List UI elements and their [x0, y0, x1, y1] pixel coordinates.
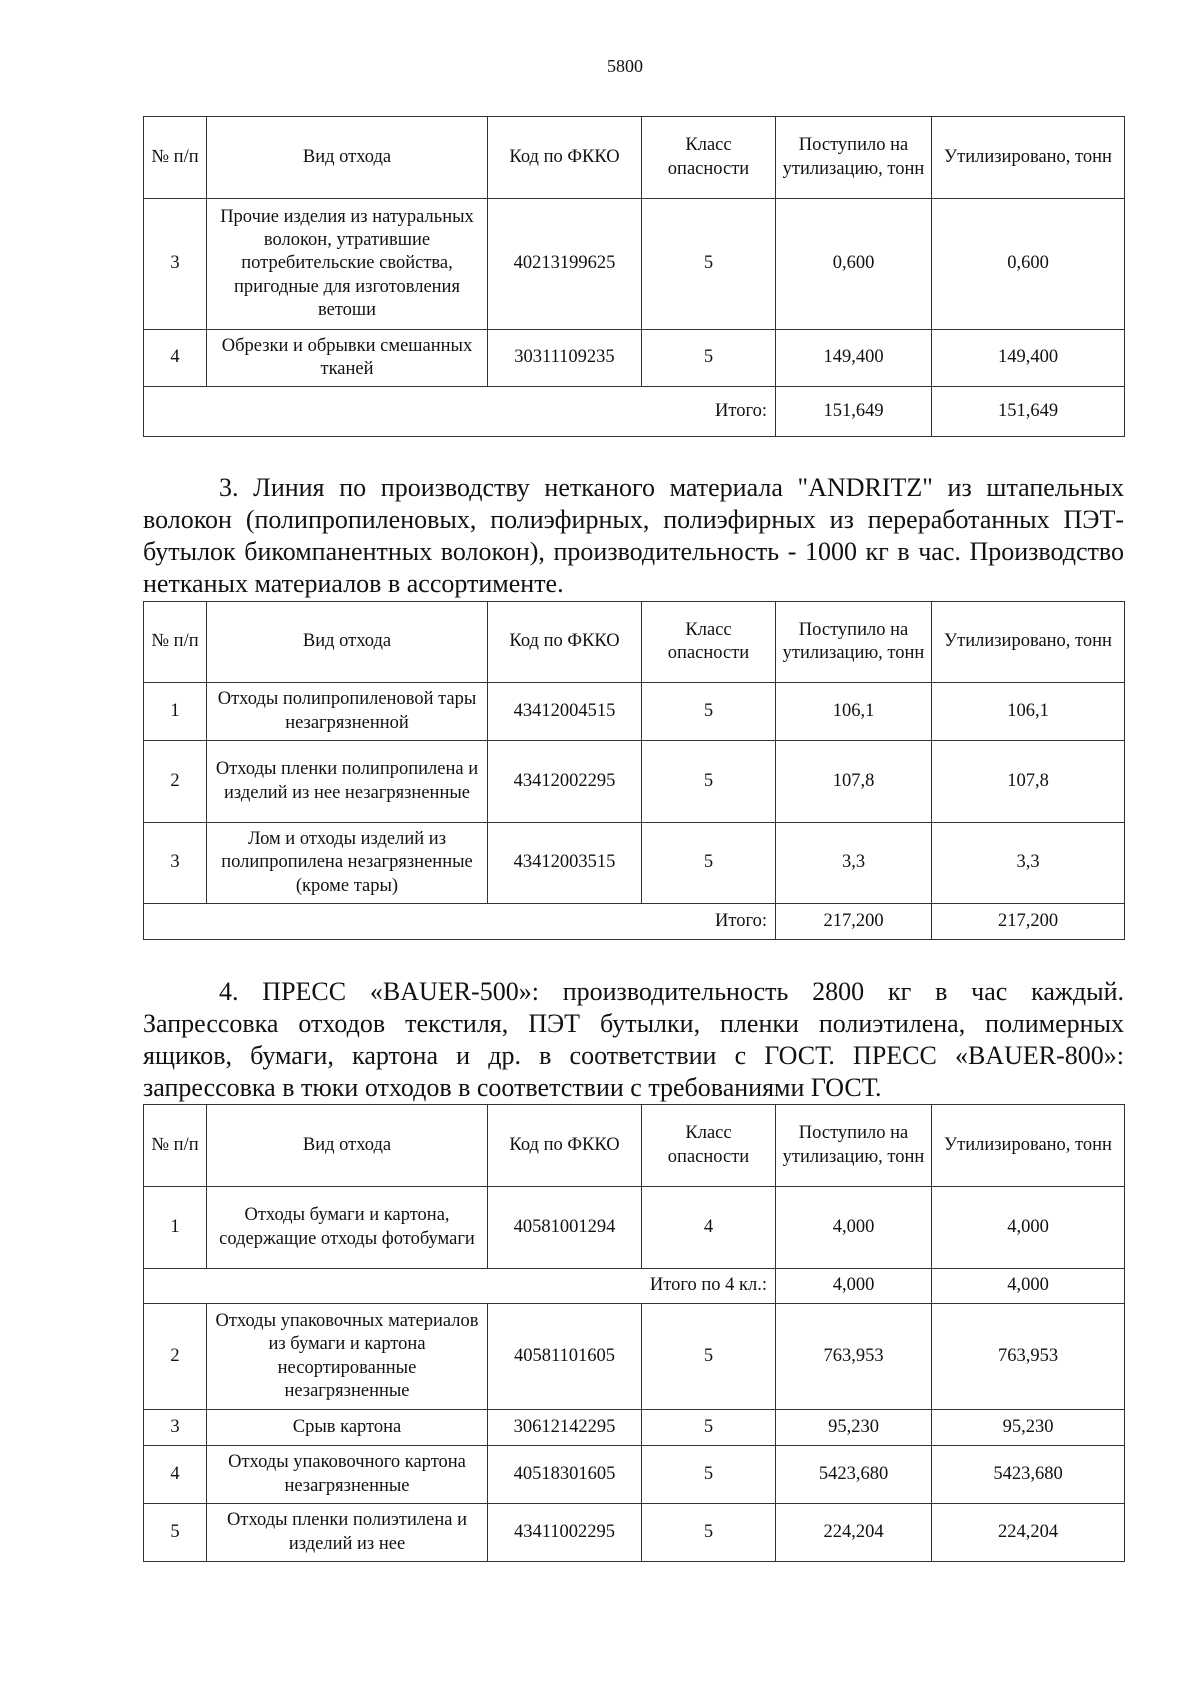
- cell-fkko-code: 43412004515: [488, 683, 642, 741]
- cell-number: 2: [144, 1304, 207, 1410]
- cell-utilized: 149,400: [932, 330, 1125, 387]
- cell-fkko-code: 43411002295: [488, 1504, 642, 1562]
- table-row: [144, 330, 1125, 387]
- cell-fkko-code: 40213199625: [488, 199, 642, 330]
- table-header-row: [144, 1105, 1125, 1187]
- col-header-waste-type: Вид отхода: [207, 602, 488, 683]
- table-row: [144, 1410, 1125, 1446]
- cell-waste-type: Отходы упаковочных материалов из бумаги и картона несортированные незагрязненные: [207, 1304, 488, 1410]
- total-label: Итого:: [144, 904, 776, 940]
- total-received: 217,200: [776, 904, 932, 940]
- cell-number: 1: [144, 1187, 207, 1269]
- table-row: [144, 1446, 1125, 1504]
- col-header-hazard-class: Класс опасности: [642, 602, 776, 683]
- waste-table-3: [143, 1104, 1125, 1562]
- cell-fkko-code: 30311109235: [488, 330, 642, 387]
- col-header-fkko-code: Код по ФККО: [488, 117, 642, 199]
- col-header-waste-type: Вид отхода: [207, 1105, 488, 1187]
- cell-utilized: 3,3: [932, 823, 1125, 904]
- cell-received: 149,400: [776, 330, 932, 387]
- subtotal-utilized: 4,000: [932, 1269, 1125, 1304]
- col-header-hazard-class: Класс опасности: [642, 117, 776, 199]
- section-3-paragraph: 3. Линия по производству нетканого материала "ANDRITZ" из штапельных волокон (полипропиленовых, полиэфирных, полиэфирных из переработанных ПЭТ-бутылок бикомпанентных волокон), производительность - 1000 кг в час. Производство нетканых материалов в ассортименте.: [143, 473, 1124, 598]
- table-row: [144, 1304, 1125, 1410]
- cell-received: 107,8: [776, 741, 932, 823]
- cell-received: 5423,680: [776, 1446, 932, 1504]
- col-header-received: Поступило на утилизацию, тонн: [776, 117, 932, 199]
- cell-number: 1: [144, 683, 207, 741]
- total-utilized: 151,649: [932, 387, 1125, 437]
- col-header-number: № п/п: [144, 1105, 207, 1187]
- cell-hazard-class: 5: [642, 823, 776, 904]
- subtotal-label: Итого по 4 кл.:: [144, 1269, 776, 1304]
- cell-utilized: 4,000: [932, 1187, 1125, 1269]
- cell-utilized: 107,8: [932, 741, 1125, 823]
- col-header-received: Поступило на утилизацию, тонн: [776, 602, 932, 683]
- cell-waste-type: Отходы пленки полипропилена и изделий из нее незагрязненные: [207, 741, 488, 823]
- cell-hazard-class: 5: [642, 683, 776, 741]
- cell-number: 4: [144, 330, 207, 387]
- cell-hazard-class: 5: [642, 1304, 776, 1410]
- cell-received: 106,1: [776, 683, 932, 741]
- subtotal-received: 4,000: [776, 1269, 932, 1304]
- cell-utilized: 5423,680: [932, 1446, 1125, 1504]
- col-header-number: № п/п: [144, 602, 207, 683]
- cell-waste-type: Обрезки и обрывки смешанных тканей: [207, 330, 488, 387]
- cell-waste-type: Лом и отходы изделий из полипропилена незагрязненные (кроме тары): [207, 823, 488, 904]
- total-label: Итого:: [144, 387, 776, 437]
- cell-waste-type: Отходы полипропиленовой тары незагрязненной: [207, 683, 488, 741]
- cell-utilized: 763,953: [932, 1304, 1125, 1410]
- total-received: 151,649: [776, 387, 932, 437]
- col-header-fkko-code: Код по ФККО: [488, 602, 642, 683]
- table-row: [144, 741, 1125, 823]
- cell-hazard-class: 5: [642, 330, 776, 387]
- col-header-waste-type: Вид отхода: [207, 117, 488, 199]
- cell-utilized: 224,204: [932, 1504, 1125, 1562]
- cell-received: 4,000: [776, 1187, 932, 1269]
- cell-number: 5: [144, 1504, 207, 1562]
- cell-utilized: 106,1: [932, 683, 1125, 741]
- col-header-utilized: Утилизировано, тонн: [932, 117, 1125, 199]
- total-row: [144, 387, 1125, 437]
- cell-fkko-code: 40518301605: [488, 1446, 642, 1504]
- total-row: [144, 904, 1125, 940]
- cell-waste-type: Прочие изделия из натуральных волокон, утратившие потребительские свойства, пригодные для изготовления ветоши: [207, 199, 488, 330]
- cell-hazard-class: 5: [642, 741, 776, 823]
- table-header-row: [144, 602, 1125, 683]
- cell-hazard-class: 5: [642, 1504, 776, 1562]
- cell-hazard-class: 5: [642, 199, 776, 330]
- cell-utilized: 95,230: [932, 1410, 1125, 1446]
- subtotal-row: [144, 1269, 1125, 1304]
- cell-number: 3: [144, 199, 207, 330]
- cell-received: 224,204: [776, 1504, 932, 1562]
- cell-received: 95,230: [776, 1410, 932, 1446]
- col-header-received: Поступило на утилизацию, тонн: [776, 1105, 932, 1187]
- cell-fkko-code: 43412003515: [488, 823, 642, 904]
- cell-hazard-class: 5: [642, 1410, 776, 1446]
- cell-number: 4: [144, 1446, 207, 1504]
- col-header-number: № п/п: [144, 117, 207, 199]
- waste-table-1: [143, 116, 1125, 437]
- cell-utilized: 0,600: [932, 199, 1125, 330]
- cell-fkko-code: 43412002295: [488, 741, 642, 823]
- cell-received: 3,3: [776, 823, 932, 904]
- waste-table-2: [143, 601, 1125, 940]
- cell-number: 3: [144, 823, 207, 904]
- table-row: [144, 1187, 1125, 1269]
- col-header-utilized: Утилизировано, тонн: [932, 1105, 1125, 1187]
- cell-received: 0,600: [776, 199, 932, 330]
- page-number: 5800: [607, 56, 643, 76]
- table-row: [144, 199, 1125, 330]
- table-header-row: [144, 117, 1125, 199]
- cell-waste-type: Отходы бумаги и картона, содержащие отходы фотобумаги: [207, 1187, 488, 1269]
- cell-hazard-class: 4: [642, 1187, 776, 1269]
- col-header-hazard-class: Класс опасности: [642, 1105, 776, 1187]
- cell-fkko-code: 40581001294: [488, 1187, 642, 1269]
- cell-waste-type: Отходы пленки полиэтилена и изделий из нее: [207, 1504, 488, 1562]
- total-utilized: 217,200: [932, 904, 1125, 940]
- table-row: [144, 1504, 1125, 1562]
- cell-number: 3: [144, 1410, 207, 1446]
- table-row: [144, 683, 1125, 741]
- cell-received: 763,953: [776, 1304, 932, 1410]
- col-header-utilized: Утилизировано, тонн: [932, 602, 1125, 683]
- cell-fkko-code: 40581101605: [488, 1304, 642, 1410]
- table-row: [144, 823, 1125, 904]
- cell-waste-type: Срыв картона: [207, 1410, 488, 1446]
- cell-hazard-class: 5: [642, 1446, 776, 1504]
- section-4-paragraph: 4. ПРЕСС «BAUER-500»: производительность 2800 кг в час каждый. Запрессовка отходов текстиля, ПЭТ бутылки, пленки полиэтилена, полимерных ящиков, бумаги, картона и др. в соответствии с ГОСТ. ПРЕСС «BAUER-800»: запрессовка в тюки отходов в соответствии с требованиями ГОСТ.: [143, 977, 1124, 1102]
- cell-number: 2: [144, 741, 207, 823]
- cell-waste-type: Отходы упаковочного картона незагрязненные: [207, 1446, 488, 1504]
- cell-fkko-code: 30612142295: [488, 1410, 642, 1446]
- col-header-fkko-code: Код по ФККО: [488, 1105, 642, 1187]
